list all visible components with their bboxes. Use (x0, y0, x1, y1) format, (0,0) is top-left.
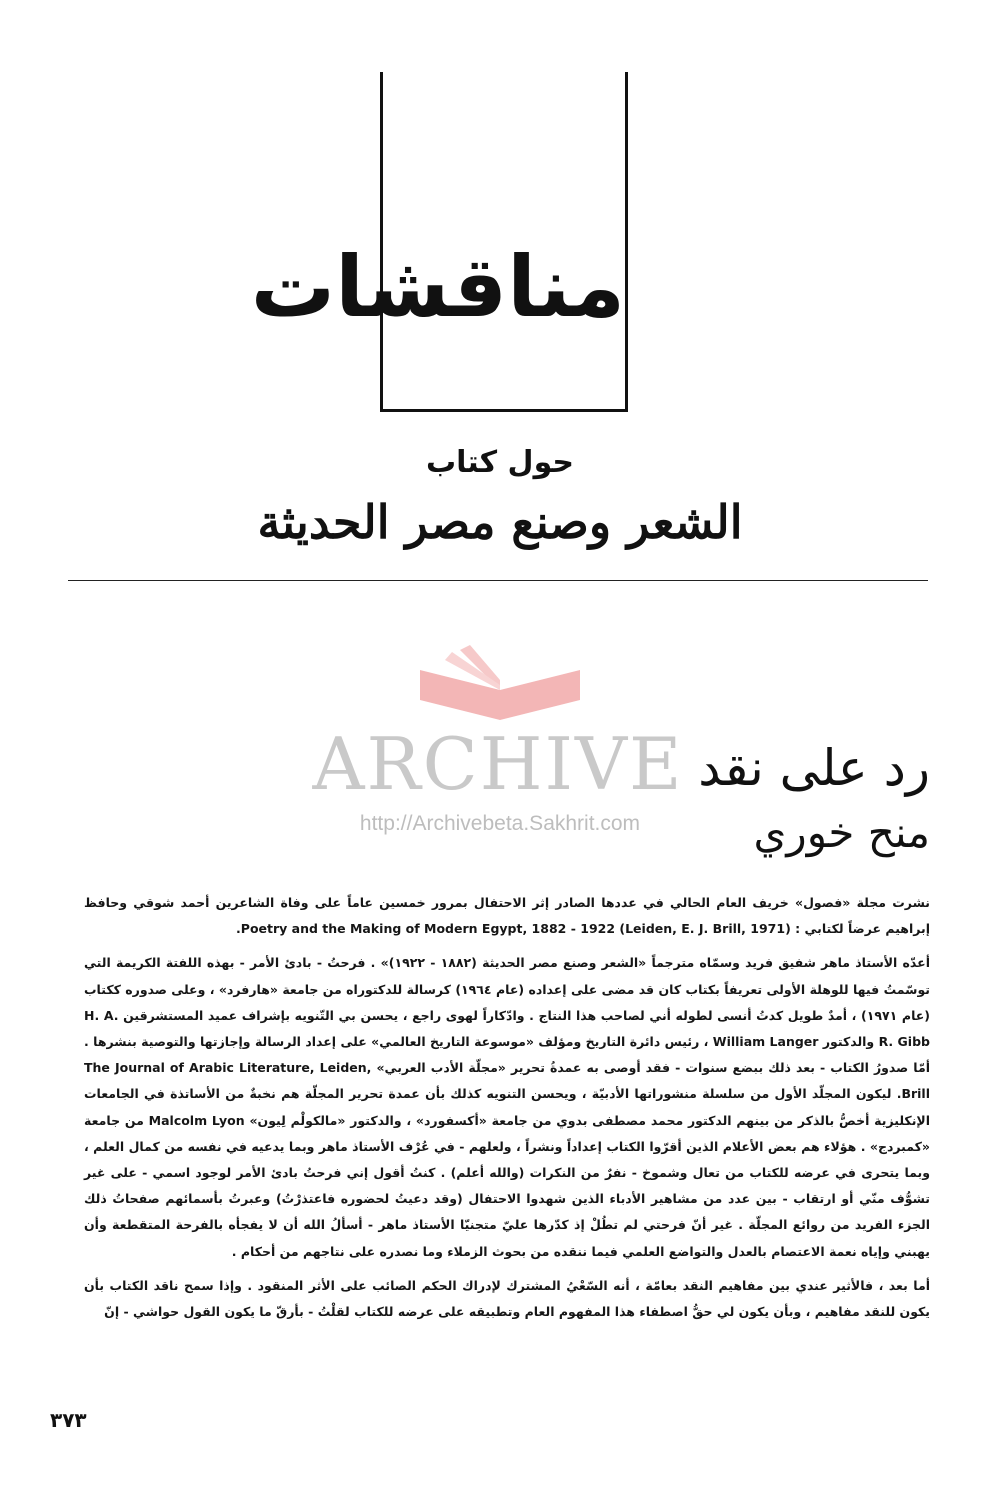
watermark-url: http://Archivebeta.Sakhrit.com (359, 812, 641, 835)
paragraph: أما بعد ، فالأثير عندي بين مفاهيم النقد بعامّة ، أنه السّعْيُ المشترك لإدراك الحكم الصائب على الأثر المنقود . وإذا سمح ناقد الكتاب بأن يكون للنقد مفاهيم ، وبأن يكون لي حقُّ اصطفاء هذا المفهوم العام وتطبيقه على عرضه للكتاب لقلْتُ - بأرقّ ما يكون القول حواشي - إنّ (84, 1277, 930, 1320)
section-title: مناقشات (250, 238, 625, 336)
main-heading: الشعر وصنع مصر الحديثة (257, 495, 743, 549)
paragraph: نشرت مجلة «فصول» خريف العام الحالي في عددها الصادر إثر الاحتفال بمرور خمسين عاماً على وفاة الشاعرين أحمد شوقي وحافظ إبراهيم عرضاً لكتابي : Poetry and the Making of Modern Egypt, 1882 - 1922 (Leiden, E. J. Brill, 1971). (84, 895, 930, 937)
page-number: ٣٧٣ (50, 1408, 87, 1432)
author-name: منح خوري (753, 808, 930, 857)
paragraph: أعدّه الأستاذ ماهر شفيق فريد وسمّاه مترجماً «الشعر وصنع مصر الحديثة (١٨٨٢ - ١٩٢٢)» . فرحتُ - بادئ الأمر - بهذه اللفتة الكريمة التي توسّمتُ فيها للوهلة الأولى تعريفاً بكتاب كان قد مضى على إعداده (عام ١٩٦٤) كرسالة للدكتوراه من جامعة «هارفرد» ، وعلى صدوره ككتاب (عام ١٩٧١) ، أمدٌ طويل كدتُ أنسى لطوله أني لصاحب هذا النتاج . وادّكاراً لهوى راجع ، يحسن بي التّنويه بإشراف عميد المستشرقين H. A. R. Gibb والدكتور William Langer ، رئيس دائرة التاريخ ومؤلف «موسوعة التاريخ العالمي» على إعداد الرسالة وإجازتها والتوصية بنشرها . أمّا صدورُ الكتاب - بعد ذلك ببضع سنوات - فقد أوصى به عمدةُ تحرير «مجلّة الأدب العربي» The Journal of Arabic Literature, Leiden, Brill. ليكون المجلّد الأول من سلسلة منشوراتها الأدبيّة ، ويحسن التنويه كذلك بأن عمدة تحرير المجلّة هم نخبةٌ من الأساتذة في الجامعات الإنكليزية أخصُّ بالذكر من بينهم الدكتور محمد مصطفى بدوي من جامعة «أكسفورد» ، والدكتور «مالكولْم لِيون» Malcolm Lyon من جامعة «كمبردج» . هؤلاء هم بعض الأعلام الذين أقرّوا الكتاب إعداداً ونشراً ، ولعلهم - في عُرْف الأستاذ ماهر وبما يدعيه في نفسه من كمال العلم ، وبما يتحرى في عرضه للكتاب من تعال وشموخ - نفرٌ من النكرات (والله أعلم) . كنتُ أقول إني فرحتُ بادئ الأمر لوجود اسمي - على غير تشوُّف منّي أو ارتقاب - بين عدد من مشاهير الأدباء الذين شهدوا الاحتفال (وقد دعيتُ لحضوره فاعتذرْتُ) وعبرتُ بأسمائهم صفحاتُ ذلك الجزء الفريد من روائع المجلّة . غير أنّ فرحتي لم تطُلْ إذ كدّرها عليّ متجنيّا الأستاذ ماهر - أسألُ الله أن لا يفجأه بالفرحة المتقطعة وأن يهبني وإياه نعمة الاعتصام بالعدل والتواضع العلمي فيما ننقده من بحوث الزملاء وما نصدره على نتاجهم من أحكام . (84, 955, 931, 1259)
sub-heading: حول كتاب (425, 445, 574, 480)
book-logo-icon (400, 630, 600, 730)
article-body (84, 890, 930, 1333)
horizontal-rule (68, 580, 928, 581)
watermark-text: ARCHIVE (312, 722, 684, 806)
article-title: رد على نقد (698, 739, 930, 797)
